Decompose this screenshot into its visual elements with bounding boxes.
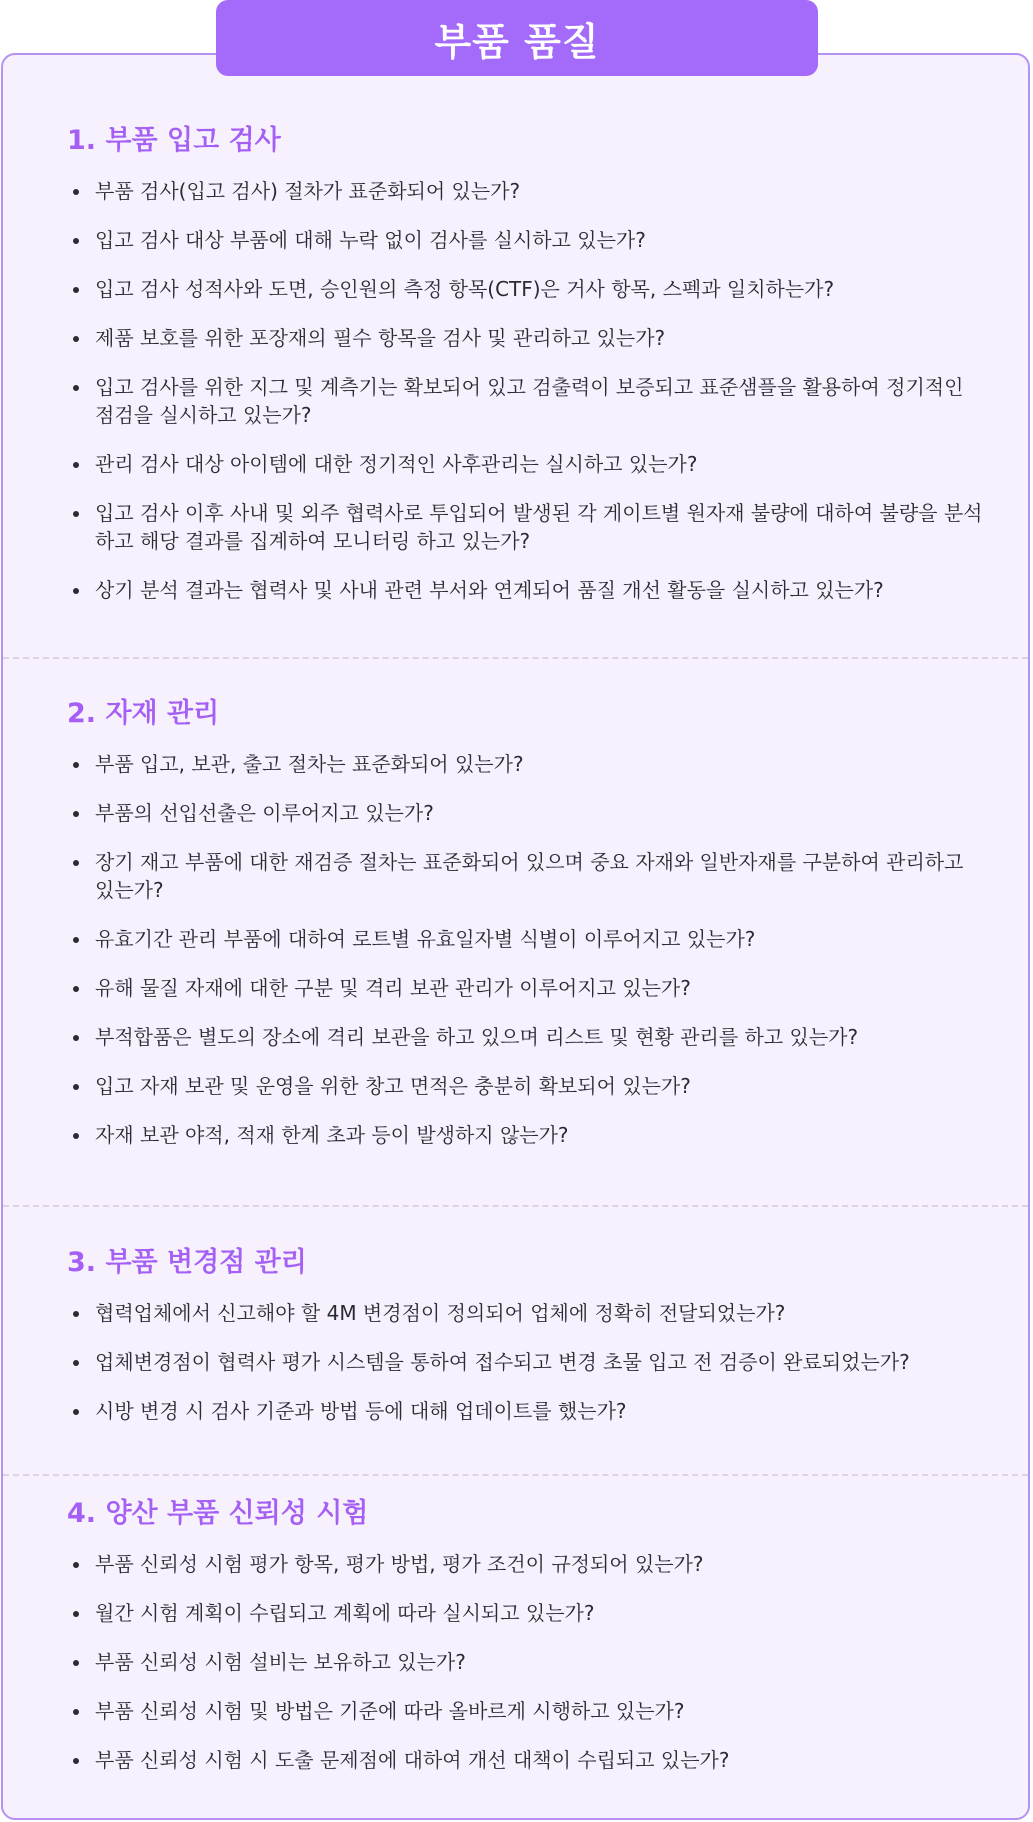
list-item — [67, 799, 988, 827]
bullet-icon — [73, 336, 79, 342]
section-divider — [3, 1474, 1028, 1476]
section-incoming-inspection — [3, 123, 1028, 625]
list-item — [67, 450, 988, 478]
bullet-icon — [73, 860, 79, 866]
list-item-text: 월간 시험 계획이 수립되고 계획에 따라 실시되고 있는가? — [95, 1601, 595, 1625]
list-item — [67, 1648, 988, 1676]
bullet-icon — [73, 588, 79, 594]
list-item-text: 상기 분석 결과는 협력사 및 사내 관련 부서와 연계되어 품질 개선 활동을 실시하고 있는가? — [95, 578, 884, 602]
bullet-icon — [73, 287, 79, 293]
bullet-icon — [73, 1035, 79, 1041]
bullet-icon — [73, 1758, 79, 1764]
list-item — [67, 925, 988, 953]
section-title: 2. 자재 관리 — [67, 698, 220, 729]
bullet-icon — [73, 462, 79, 468]
list-item — [67, 848, 988, 904]
list-item-text: 입고 검사 성적사와 도면, 승인원의 측정 항목(CTF)은 거사 항목, 스펙과 일치하는가? — [95, 277, 835, 301]
list-item — [67, 499, 988, 555]
section-title: 3. 부품 변경점 관리 — [67, 1247, 307, 1278]
checklist — [67, 1299, 988, 1425]
bullet-icon — [73, 1133, 79, 1139]
list-item — [67, 1599, 988, 1627]
list-item — [67, 576, 988, 604]
list-item-text: 부품 입고, 보관, 출고 절차는 표준화되어 있는가? — [95, 752, 524, 776]
list-item — [67, 1746, 988, 1774]
bullet-icon — [73, 189, 79, 195]
list-item — [67, 1072, 988, 1100]
list-item-text: 입고 자재 보관 및 운영을 위한 창고 면적은 충분히 확보되어 있는가? — [95, 1074, 691, 1098]
section-divider — [3, 657, 1028, 659]
list-item-text: 장기 재고 부품에 대한 재검증 절차는 표준화되어 있으며 중요 자재와 일반자재를 구분하여 관리하고 있는가? — [95, 850, 964, 902]
bullet-icon — [73, 1660, 79, 1666]
checklist — [67, 750, 988, 1149]
list-item-text: 부품 신뢰성 시험 평가 항목, 평가 방법, 평가 조건이 규정되어 있는가? — [95, 1552, 704, 1576]
bullet-icon — [73, 1562, 79, 1568]
list-item — [67, 1397, 988, 1425]
list-item — [67, 974, 988, 1002]
bullet-icon — [73, 986, 79, 992]
list-item — [67, 750, 988, 778]
page-title: 부품 품질 — [434, 19, 600, 64]
section-divider — [3, 1205, 1028, 1207]
list-item-text: 입고 검사 대상 부품에 대해 누락 없이 검사를 실시하고 있는가? — [95, 228, 646, 252]
list-item-text: 부품 검사(입고 검사) 절차가 표준화되어 있는가? — [95, 179, 521, 203]
bullet-icon — [73, 511, 79, 517]
list-item — [67, 226, 988, 254]
bullet-icon — [73, 811, 79, 817]
list-item-text: 시방 변경 시 검사 기준과 방법 등에 대해 업데이트를 했는가? — [95, 1399, 627, 1423]
bullet-icon — [73, 1409, 79, 1415]
list-item — [67, 1299, 988, 1327]
list-item — [67, 275, 988, 303]
checklist — [67, 1550, 988, 1774]
bullet-icon — [73, 1709, 79, 1715]
section-title: 4. 양산 부품 신뢰성 시험 — [67, 1498, 369, 1529]
section-material-management — [3, 696, 1028, 1170]
list-item — [67, 324, 988, 352]
bullet-icon — [73, 1084, 79, 1090]
page-title-tab — [216, 0, 818, 76]
bullet-icon — [73, 1611, 79, 1617]
list-item-text: 관리 검사 대상 아이템에 대한 정기적인 사후관리는 실시하고 있는가? — [95, 452, 698, 476]
section-change-management — [3, 1245, 1028, 1446]
section-title: 1. 부품 입고 검사 — [67, 125, 281, 156]
list-item-text: 업체변경점이 협력사 평가 시스템을 통하여 접수되고 변경 초물 입고 전 검증이 완료되었는가? — [95, 1350, 910, 1374]
list-item-text: 유해 물질 자재에 대한 구분 및 격리 보관 관리가 이루어지고 있는가? — [95, 976, 691, 1000]
list-item-text: 입고 검사를 위한 지그 및 계측기는 확보되어 있고 검출력이 보증되고 표준샘플을 활용하여 정기적인 점검을 실시하고 있는가? — [95, 375, 964, 427]
section-reliability-test — [3, 1496, 1028, 1795]
list-item-text: 자재 보관 야적, 적재 한계 초과 등이 발생하지 않는가? — [95, 1123, 569, 1147]
list-item-text: 부품 신뢰성 시험 설비는 보유하고 있는가? — [95, 1650, 466, 1674]
list-item-text: 부적합품은 별도의 장소에 격리 보관을 하고 있으며 리스트 및 현황 관리를 하고 있는가? — [95, 1025, 859, 1049]
list-item-text: 제품 보호를 위한 포장재의 필수 항목을 검사 및 관리하고 있는가? — [95, 326, 666, 350]
list-item — [67, 177, 988, 205]
list-item-text: 유효기간 관리 부품에 대하여 로트별 유효일자별 식별이 이루어지고 있는가? — [95, 927, 756, 951]
bullet-icon — [73, 238, 79, 244]
bullet-icon — [73, 1360, 79, 1366]
list-item-text: 협력업체에서 신고해야 할 4M 변경점이 정의되어 업체에 정확히 전달되었는가? — [95, 1301, 786, 1325]
list-item — [67, 373, 988, 429]
list-item-text: 부품의 선입선출은 이루어지고 있는가? — [95, 801, 434, 825]
checklist-card — [1, 53, 1030, 1820]
list-item-text: 부품 신뢰성 시험 및 방법은 기준에 따라 올바르게 시행하고 있는가? — [95, 1699, 685, 1723]
bullet-icon — [73, 937, 79, 943]
bullet-icon — [73, 385, 79, 391]
bullet-icon — [73, 762, 79, 768]
list-item — [67, 1121, 988, 1149]
list-item — [67, 1348, 988, 1376]
list-item-text: 입고 검사 이후 사내 및 외주 협력사로 투입되어 발생된 각 게이트별 원자재 불량에 대하여 불량을 분석하고 해당 결과를 집계하여 모니터링 하고 있는가? — [95, 501, 983, 553]
checklist — [67, 177, 988, 604]
list-item — [67, 1550, 988, 1578]
bullet-icon — [73, 1311, 79, 1317]
list-item-text: 부품 신뢰성 시험 시 도출 문제점에 대하여 개선 대책이 수립되고 있는가? — [95, 1748, 730, 1772]
list-item — [67, 1697, 988, 1725]
list-item — [67, 1023, 988, 1051]
